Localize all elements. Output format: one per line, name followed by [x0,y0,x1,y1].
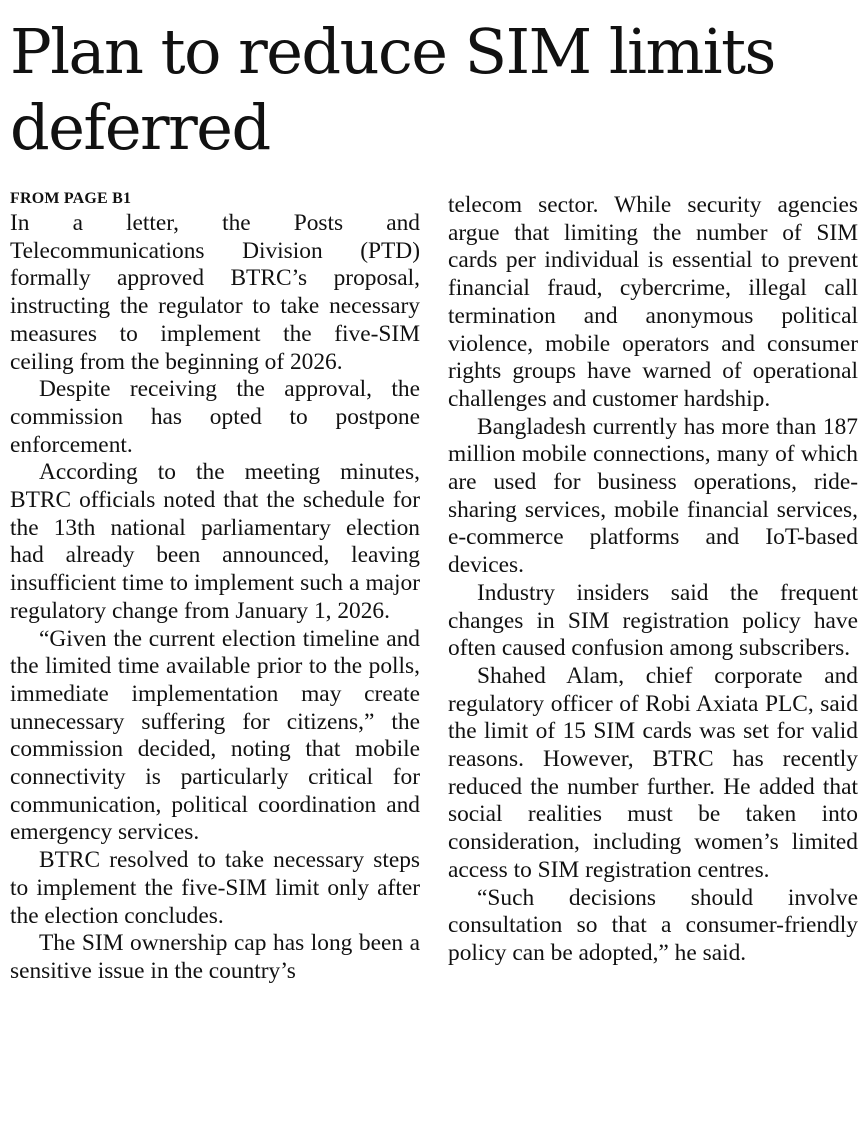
paragraph: “Such decisions should involve consultation so that a consumer-friendly policy can be adopted,” he said. [448,884,858,966]
paragraph: BTRC resolved to take necessary steps to implement the five-SIM limit only after the election concludes. [10,847,420,929]
paragraph: The SIM ownership cap has long been a sensitive issue in the country’s [10,930,420,984]
paragraph: Industry insiders said the frequent changes in SIM registration policy have often caused confusion among subscribers. [448,579,858,662]
article-column-left [10,192,420,986]
paragraph: Bangladesh currently has more than 187 million mobile connections, many of which are used for business operations, ride-sharing services, mobile financial services, e-commerce platforms and IoT-based devices. [448,413,858,579]
paragraph: telecom sector. While security agencies argue that limiting the number of SIM cards per individual is essential to prevent financial fraud, cybercrime, illegal call termination and anonymous political violence, mobile operators and consumer rights groups have warned of operational challenges and customer hardship. [448,192,858,412]
headline [10,14,860,166]
headline-text: Plan to reduce SIM limits deferred [10,15,775,164]
paragraph: Despite receiving the approval, the commission has opted to postpone enforcement. [10,376,420,458]
paragraph: In a letter, the Posts and Telecommunications Division (PTD) formally approved BTRC’s proposal, instructing the regulator to take necessary measures to implement the five-SIM ceiling from the beginning of 2026. [10,210,420,375]
article-column-right [448,192,858,968]
dateline: FROM PAGE B1 [10,190,132,207]
paragraph: “Given the current election timeline and the limited time available prior to the polls, immediate implementation may create unnecessary suffering for citizens,” the commission decided, noting that mobile connectivity is particularly critical for communication, political coordination and emergency services. [10,625,420,846]
paragraph: Shahed Alam, chief corporate and regulatory officer of Robi Axiata PLC, said the limit of 15 SIM cards was set for valid reasons. However, BTRC has recently reduced the number further. He added that social realities must be taken into consideration, including women’s limited access to SIM registration centres. [448,662,858,883]
paragraph: According to the meeting minutes, BTRC officials noted that the schedule for the 13th national parliamentary election had already been announced, leaving insufficient time to implement such a major regulatory change from January 1, 2026. [10,459,420,624]
